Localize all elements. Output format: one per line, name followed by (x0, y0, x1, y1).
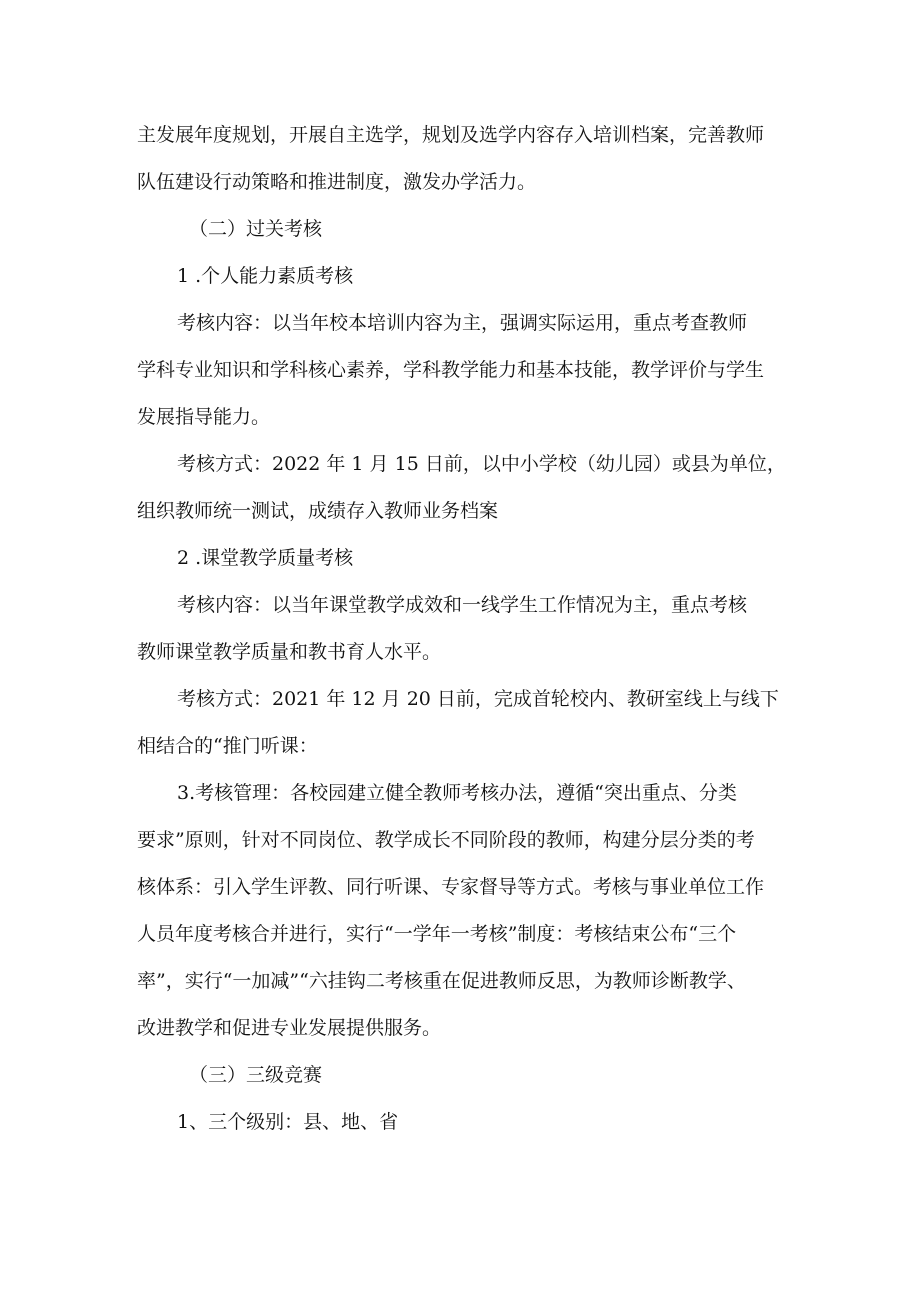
section-heading: （三）三级竞赛 (189, 1064, 323, 1086)
body-line: 3.考核管理：各校园建立健全教师考核办法，遵循“突出重点、分类 (177, 782, 737, 804)
body-line: 考核方式：2021 年 12 月 20 日前，完成首轮校内、教研室线上与线下 (177, 688, 779, 710)
body-line: 考核内容：以当年课堂教学成效和一线学生工作情况为主，重点考核 (177, 594, 748, 616)
body-line: 改进教学和促进专业发展提供服务。 (137, 1017, 442, 1039)
body-line: 主发展年度规划，开展自主选学，规划及选学内容存入培训档案，完善教师 (137, 124, 765, 146)
body-line: 考核方式：2022 年 1 月 15 日前，以中小学校（幼儿园）或县为单位， (177, 453, 786, 475)
document-body (137, 112, 797, 1146)
body-line: 队伍建设行动策略和推进制度，激发办学活力。 (137, 171, 537, 193)
body-line: 考核内容：以当年校本培训内容为主，强调实际运用，重点考查教师 (177, 312, 748, 334)
body-line: 核体系：引入学生评教、同行听课、专家督导等方式。考核与事业单位工作 (137, 876, 765, 898)
body-line: 组织教师统一测试，成绩存入教师业务档案 (137, 500, 499, 522)
body-line: 率”，实行“一加减”“六挂钩二考核重在促进教师反思，为教师诊断教学、 (137, 970, 746, 992)
body-line: 相结合的“推门听课： (137, 735, 318, 757)
body-line: 要求”原则，针对不同岗位、教学成长不同阶段的教师，构建分层分类的考 (137, 829, 755, 851)
body-line: 学科专业知识和学科核心素养，学科教学能力和基本技能，教学评价与学生 (137, 359, 765, 381)
section-heading: （二）过关考核 (189, 218, 323, 240)
body-line: 人员年度考核合并进行，实行“一学年一考核”制度：考核结束公布“三个 (137, 923, 737, 945)
subsection-heading: 2 .课堂教学质量考核 (177, 547, 354, 569)
subsection-heading: 1 .个人能力素质考核 (177, 265, 354, 287)
subsection-heading: 1、三个级别：县、地、省 (177, 1111, 399, 1133)
body-line: 教师课堂教学质量和教书育人水平。 (137, 641, 442, 663)
body-line: 发展指导能力。 (137, 406, 271, 428)
